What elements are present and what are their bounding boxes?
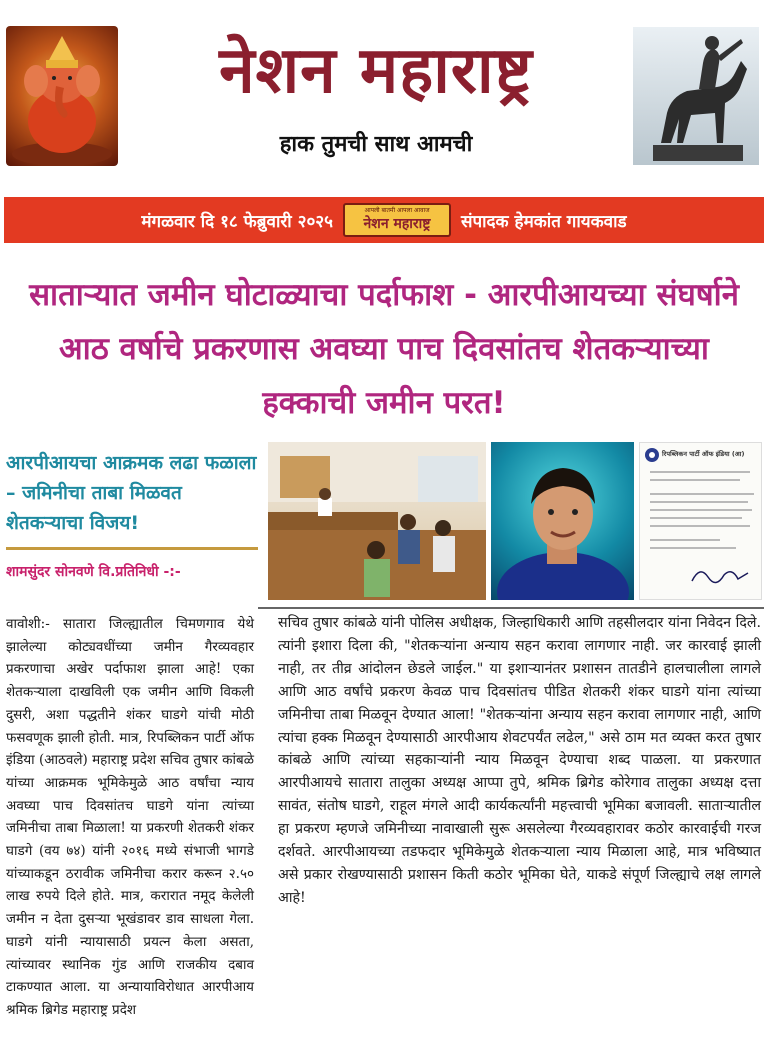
- sub-headline: आरपीआयचा आक्रमक लढा फळाला – जमिनीचा ताबा मिळवत शेतकऱ्याचा विजय!: [6, 452, 257, 534]
- masthead-tagline: हाक तुमची साथ आमची: [279, 132, 473, 157]
- portrait-photo: [491, 442, 634, 600]
- masthead: [0, 0, 768, 185]
- editor-name: संपादक हेमकांत गायकवाड: [460, 211, 627, 232]
- ganesha-idol-image: [6, 26, 118, 166]
- issue-date: मंगळवार दि १८ फेब्रुवारी २०२५: [141, 211, 333, 232]
- byline: शामसुंदर सोनवणे वि.प्रतिनिधी -:-: [6, 564, 181, 580]
- date-editor-strip: [4, 197, 764, 243]
- article-left-column: वावोशी:- सातारा जिल्ह्यातील चिमणगाव येथे झालेल्या कोट्यवधींच्या जमीन गैरव्यवहार प्रकरणाचा अखेर पर्दाफाश झाला आहे! एका शेतकऱ्याला दाखविली एक जमीन आणि विकली दुसरी, अशा पद्धतीने शंकर घाडगे यांची मोठी फसवणूक झाली होती. मात्र, रिपब्लिकन पार्टी ऑफ इंडिया (आठवले) महाराष्ट्र प्रदेश सचिव तुषार कांबळे यांच्या आक्रमक भूमिकेमुळे आठ वर्षांचा न्याय अवघ्या पाच दिवसांतच घाडगे यांना त्यांच्या जमिनीचा ताबा मिळाला! या प्रकरणी शेतकरी शंकर घाडगे (वय ७४) यांनी २०१६ मध्ये संभाजी भागडे यांच्याकडून ठरावीक जमिनीचा करार करून २.५० लाख रुपये दिले होते. मात्र, करारात नमूद केलेली जमीन न देता दुसऱ्या भूखंडावर डाव साधला गेला. घाडगे यांनी न्यायासाठी प्रयत्न केला असता, त्यांच्यावर स्थानिक गुंड आणि राजकीय दबाव टाकण्यात आला. या अन्यायाविरोधात आरपीआय श्रमिक ब्रिगेड महाराष्ट्र प्रदेश: [6, 616, 254, 1018]
- main-headline: साताऱ्यात जमीन घोटाळ्याचा पर्दाफाश - आरपीआयच्या संघर्षाने आठ वर्षाचे प्रकरणास अवघ्या पाच दिवसांतच शेतकऱ्याच्या हक्काची जमीन परत!: [29, 277, 739, 421]
- logo-name: नेशन महाराष्ट्र: [363, 216, 431, 232]
- letter-document-photo: [639, 442, 762, 600]
- logo-slogan: आपली बातमी आपला आवाज: [364, 207, 430, 214]
- section-divider: [258, 607, 764, 609]
- article-right-column: सचिव तुषार कांबळे यांनी पोलिस अधीक्षक, जिल्हाधिकारी आणि तहसीलदार यांना निवेदन दिले. त्यांनी इशारा दिला की, "शेतकऱ्यांना अन्याय सहन करावा लागणार नाही. जर कारवाई झाली नाही, तर तीव्र आंदोलन छेडले जाईल." या इशाऱ्यानंतर प्रशासन तातडीने हालचालीला लागले आणि आठ वर्षांचे प्रकरण केवळ पाच दिवसांतच पीडित शेतकरी शंकर घाडगे यांना त्यांच्या जमिनीचा ताबा मिळवून देण्यात आला! "शेतकऱ्यांना अन्याय सहन करावा लागणार नाही, आणि त्यांचा हक्क मिळवून देण्यासाठी आरपीआय शेवटपर्यंत लढेल," असे ठाम मत व्यक्त करत तुषार कांबळे आणि त्यांच्या सहकाऱ्यांनी न्याय मिळवून देण्याचा शब्द पाळला. या प्रकरणात आरपीआयचे सातारा तालुका अध्यक्ष आप्पा तुपे, श्रमिक ब्रिगेड कोरेगाव तालुका अध्यक्ष दत्ता सावंत, संतोष घाडगे, राहूल मंगले आदी कार्यकर्त्यांनी महत्त्वाची भूमिका बजावली. साताऱ्यातील हा प्रकरण म्हणजे जमिनीच्या नावाखाली सुरू असलेल्या गैरव्यवहारावर कठोर कारवाईची गरज दर्शवते. आरपीआयच्या तडफदार भूमिकेमुळे शेतकऱ्याला न्याय मिळाला आहे, मात्र भविष्यात असे प्रकार रोखण्यासाठी प्रशासन किती कठोर भूमिका घेते, याकडे संपूर्ण जिल्ह्याचे लक्ष लागले आहे!: [278, 615, 761, 906]
- masthead-title: नेशन महाराष्ट्र: [219, 34, 533, 108]
- meeting-room-photo: [268, 442, 486, 600]
- newspaper-logo: [343, 203, 451, 237]
- document-header: रिपब्लिकन पार्टी ऑफ इंडिया (आ): [662, 450, 745, 458]
- signature-icon: [690, 563, 750, 589]
- party-emblem-icon: [644, 447, 660, 463]
- byline-rule: [6, 547, 258, 550]
- equestrian-statue-image: [633, 27, 759, 165]
